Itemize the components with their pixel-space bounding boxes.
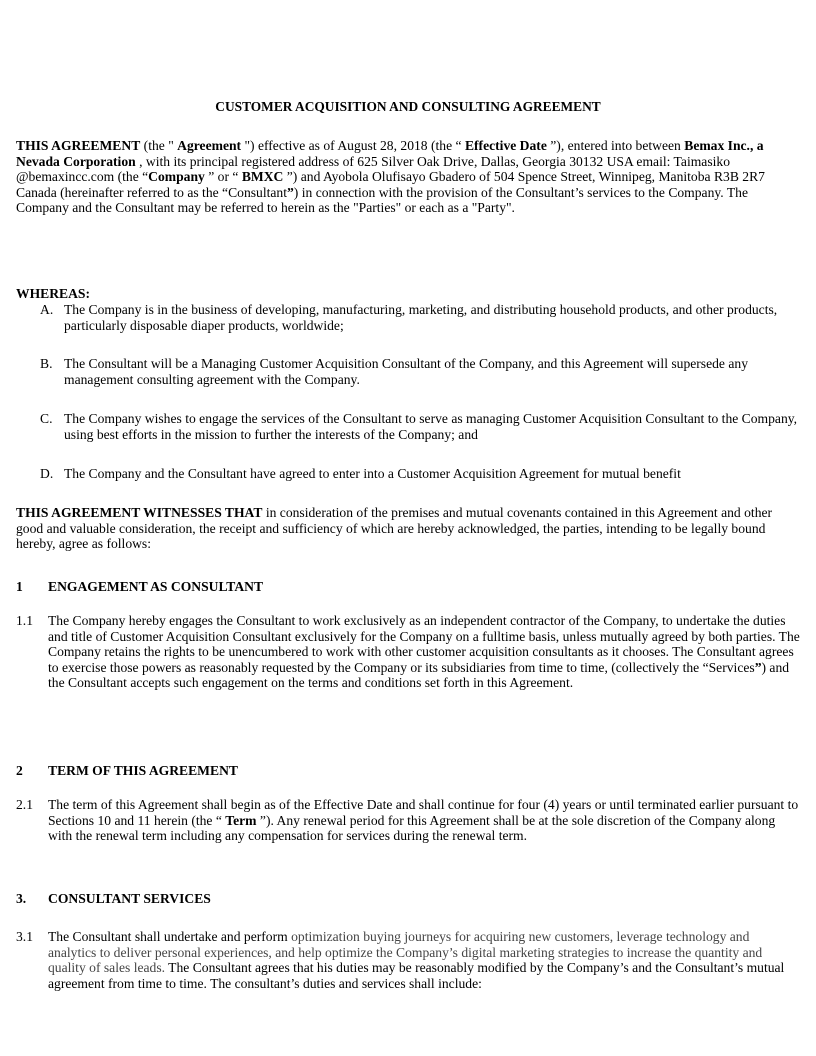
clause-text xyxy=(48,613,800,691)
recital-label: C. xyxy=(40,411,53,426)
witness-bold: THIS AGREEMENT WITNESSES THAT xyxy=(16,505,263,520)
intro-text: , with its principal registered address of 625 Silver Oak Drive, Dallas, Georgia 30132 USA email: Taimasiko @bemaxincc.com (the “ xyxy=(16,153,730,185)
recital-a xyxy=(40,302,800,333)
clause-grey-text: optimization buying journeys for acquiring new customers, leverage technology and analytics to deliver personal experiences, and help optimize the Company’s digital marketing strategies to increase the quantity and quality of sales leads. xyxy=(48,929,763,976)
section-title: CONSULTANT SERVICES xyxy=(48,891,211,906)
section-3-heading xyxy=(16,891,211,907)
intro-bold-agreement: Agreement xyxy=(177,138,242,153)
section-number: 3. xyxy=(16,891,27,906)
clause-text-part: The Consultant agrees that his duties may be reasonably modified by the Company’s and the Consultant’s mutual agreement from time to time. The consultant’s duties and services shall include: xyxy=(48,960,785,991)
intro-bold-company-name: Bemax Inc., a Nevada Corporation xyxy=(16,138,764,169)
clause-bold-term: Term xyxy=(225,812,257,828)
recital-label: A. xyxy=(40,302,54,317)
clause-text-part: The term of this Agreement shall begin as of the Effective Date and shall continue for four (4) years or until terminated earlier pursuant to Sections 10 and 11 herein (the “ xyxy=(48,797,799,828)
intro-text: ”) and Ayobola Olufisayo Gbadero of 504 Spence Street, Winnipeg, Manitoba R3B 2R7 Canada (hereinafter referred to as the “Consultant xyxy=(16,169,765,200)
section-title: ENGAGEMENT AS CONSULTANT xyxy=(48,579,264,594)
witness-paragraph xyxy=(16,505,800,552)
clause-number: 1.1 xyxy=(16,613,33,628)
recital-label: B. xyxy=(40,356,53,371)
clause-2-1 xyxy=(16,797,800,844)
intro-text: (the " xyxy=(140,138,178,153)
recital-text: The Company wishes to engage the services of the Consultant to serve as managing Customer Acquisition Consultant to the Company, using best efforts in the mission to further the interests of the Company; and xyxy=(64,411,798,442)
clause-text-part: ”). Any renewal period for this Agreement shall be at the sole discretion of the Company along with the renewal term including any compensation for services during the renewal term. xyxy=(48,812,776,844)
intro-bold-quote: ” xyxy=(287,184,294,200)
intro-bold-this-agreement: THIS AGREEMENT xyxy=(16,138,141,153)
section-1-heading xyxy=(16,579,263,595)
document-title: CUSTOMER ACQUISITION AND CONSULTING AGREEMENT xyxy=(215,99,601,114)
section-number: 2 xyxy=(16,763,23,778)
intro-bold-company: Company xyxy=(148,169,205,185)
intro-text: ") effective as of August 28, 2018 (the “ xyxy=(241,138,465,153)
recital-text: The Company and the Consultant have agreed to enter into a Customer Acquisition Agreement for mutual benefit xyxy=(64,466,681,481)
clause-text-part: The Consultant shall undertake and perform xyxy=(48,929,292,944)
recital-b xyxy=(40,356,800,387)
section-title: TERM OF THIS AGREEMENT xyxy=(48,763,238,778)
clause-1-1 xyxy=(16,613,800,691)
clause-number: 3.1 xyxy=(16,929,33,944)
clause-text-part: The Company hereby engages the Consultant to work exclusively as an independent contractor of the Company, to undertake the duties and title of Customer Acquisition Consultant exclusively for the Company on a fulltime basis, unless mutually agreed by both parties. The Company retains the rights to be unencumbered to work with other customer acquisition consultants as it chooses. The Consultant agrees to exercise those powers as reasonably requested by the Company or its subsidiaries from time to time, (collectively the “Services xyxy=(48,613,800,675)
clause-text xyxy=(48,929,800,991)
recital-text: The Consultant will be a Managing Customer Acquisition Consultant of the Company, and this Agreement will supersede any management consulting agreement with the Company. xyxy=(64,356,748,387)
clause-text xyxy=(48,797,800,844)
section-number: 1 xyxy=(16,579,23,594)
clause-text-part: ) and the Consultant accepts such engagement on the terms and conditions set forth in this Agreement. xyxy=(48,659,790,691)
witness-text: in consideration of the premises and mutual covenants contained in this Agreement and other good and valuable consideration, the receipt and sufficiency of which are hereby acknowledged, the parties, intending to be legally bound hereby, agree as follows: xyxy=(16,505,773,552)
intro-bold-bmxc: BMXC xyxy=(241,169,284,185)
section-2-heading xyxy=(16,763,238,779)
intro-bold-effective-date: Effective Date xyxy=(464,138,547,153)
clause-number: 2.1 xyxy=(16,797,33,812)
intro-text: ” or “ xyxy=(204,169,242,185)
recital-text: The Company is in the business of developing, manufacturing, marketing, and distributing household products, and other products, particularly disposable diaper products, worldwide; xyxy=(64,302,778,333)
intro-paragraph xyxy=(16,138,800,216)
whereas-heading: WHEREAS: xyxy=(16,286,91,301)
intro-text: ”), entered into between xyxy=(546,138,685,153)
recital-label: D. xyxy=(40,466,54,481)
recital-c xyxy=(40,411,800,442)
recital-d xyxy=(40,466,800,482)
clause-bold-quote: ” xyxy=(754,659,762,675)
clause-3-1 xyxy=(16,929,800,991)
intro-text: ) in connection with the provision of the Consultant’s services to the Company. The Company and the Consultant may be referred to herein as the "Parties" or each as a "Party". xyxy=(16,184,748,216)
